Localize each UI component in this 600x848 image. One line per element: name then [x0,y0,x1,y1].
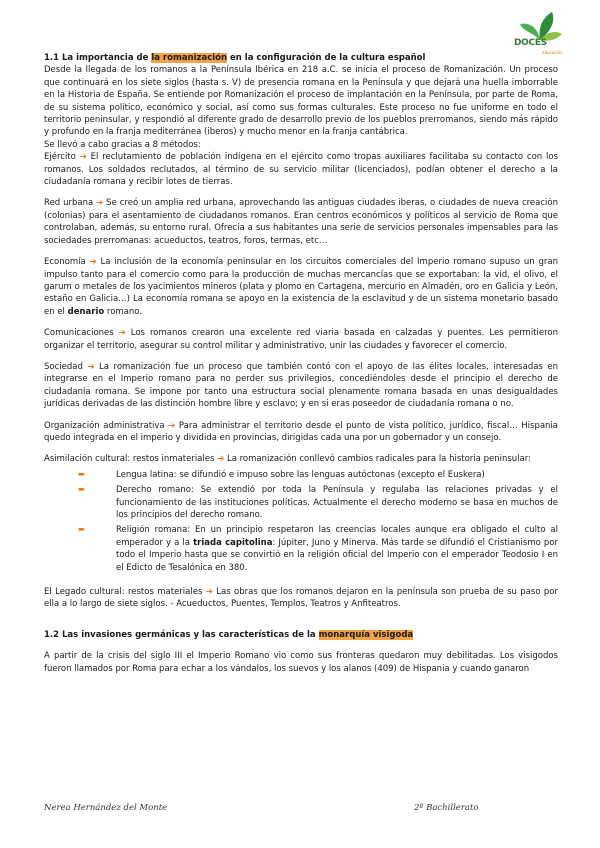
section-2-heading: 1.2 Las invasiones germánicas y las características de la monarquía visigoda [44,629,414,640]
footer-author: Nerea Hernández del Monte [44,803,168,813]
arrow-right-icon: ➔ [168,420,176,431]
arrow-bullet-icon: ➨ [78,525,86,536]
paragraph-asimilacion: Asimilación cultural: restos inmateriales ➔ La romanización conllevó cambios radicales para la historia peninsular: [44,454,531,465]
list-item-religion: ➨ Religión romana: En un principio respetaron las creencias locales aunque era obligado el culto al emperador y a la triada capitolina: Júpiter, Juno y Minerva. Más tarde se difundió el Cristianismo por todo el Imperio hasta que se convirtió en la religión oficial del Imperio con el emperador Teodosio I en el Edicto de Tesalónica en 380. [78,525,558,573]
paragraph-red-urbana: Red urbana ➔ Se creó un amplia red urbana, aprovechando las antiguas ciudades iberas, o ciudades de nueva creación (colonias) para el asentamiento de ciudadanos romanos. Eran centros económicos y políticos al servicio de Roma que controlaban, además, su entorno rural. Ofrecía a sus habitantes una serie de servicios personales impensables para las sociedades prerromanas: acueductos, teatros, foros, termas, etc… [44,198,558,246]
arrow-right-icon: ➔ [217,454,225,465]
arrow-bullet-icon: ➨ [78,469,86,480]
heading-highlight: la romanización [151,53,228,63]
cultural-list [44,469,558,574]
list-item-derecho: ➨ Derecho romano: Se extendió por toda la Península y regulaba las relaciones privadas y el funcionamiento de las instituciones políticas. Actualmente el derecho moderno se basa en muchos de los principios del derecho romano. [78,485,558,520]
paragraph-legado: El Legado cultural: restos materiales ➔ Las obras que los romanos dejaron en la península son prueba de su paso por ella a lo largo de siete siglos. - Acueductos, Puentes, Templos, Teatros y Anfiteatros. [44,587,558,610]
section-2-intro: A partir de la crisis del siglo III el Imperio Romano vio como sus fronteras quedaron muy debilitadas. Los visigodos fueron llamados por Roma para echar a los vándalos, los suevos y los alanos (409) de Hispania y cuando ganaron [44,651,558,674]
list-item-lengua: ➨ Lengua latina: se difundió e impuso sobre las lenguas autóctonas (excepto el Euskera) [78,469,485,480]
paragraph-comunicaciones: Comunicaciones ➔ Los romanos crearon una excelente red viaria basada en calzadas y puentes. Les permitieron organizar el territorio, asegurar su control militar y administrativo, unir las ciudades y favorecer el comercio. [44,328,559,351]
paragraph-ejercito: Ejército ➔ El reclutamiento de población indígena en el ejército como tropas auxiliares facilitaba su contacto con los romanos. Los soldados reclutados, al término de su servicio militar (licenciados), podían obtener el derecho a la ciudadanía romana y recibir lotes de tierras. [44,152,558,188]
arrow-right-icon: ➔ [89,257,97,268]
arrow-right-icon: ➔ [205,587,213,598]
arrow-right-icon: ➔ [79,152,87,163]
paragraph-sociedad: Sociedad ➔ La romanización fue un proceso que también contó con el apoyo de las élites locales, interesadas en integrarse en el Imperio romano para no perder sus privilegios, concediéndoles desde el principio el derecho de ciudadanía romana. Se impone por tanto una estructura social plenamente romana basada en unas desigualdades jurídicas derivadas de las distinción hombre libre y esclavo; y en si eras poseedor de ciudadanía romana o no. [44,361,558,410]
arrow-right-icon: ➔ [87,361,95,372]
arrow-right-icon: ➔ [118,328,126,339]
logo-subtitle: educación [542,50,563,55]
intro-paragraph: Desde la llegada de los romanos a la Península Ibérica en 218 a.C. se inicia el proceso de Romanización. Un proceso que continuará en los siete siglos (hasta s. V) de presencia romana en la Península y que dejará una huella imborrable en la Historia de España. Se entiende por Romanización el proceso de implantación en la Península, por parte de Roma, de su sistema político, económico y social, así como sus formas culturales. Este proceso no fue uniforme en todo el territorio peninsular, y respondió al diferente grado de desarrollo previo de los pueblos prerromanos, siendo más rápido y profundo en la franja mediterránea (iberos) y mucho menor en la franja cantábrica. [44,65,558,138]
heading-highlight: monarquía visigoda [318,629,414,640]
section-1-heading: 1.1 La importancia de la romanización en la configuración de la cultura español [44,53,426,63]
paragraph-economia: Economía ➔ La inclusión de la economía peninsular en los circuitos comerciales del Imperio romano supuso un gran impulso tanto para el comercio como para la producción de muchas mercancías que se exportaban: la vid, el olivo, el garum o metales de los yacimientos mineros (plata y plomo en Cartagena, mercurio en Almadén, oro en Galicia y León, estaño en Galicia…) La economía romana se apoyo en la existencia de la esclavitud y de un sistema monetario basado en el denario romano. [44,257,559,317]
paragraph-organizacion: Organización administrativa ➔ Para administrar el territorio desde el punto de vista político, jurídico, fiscal… Hispania quedo integrada en el imperio y dividida en provincias, dirigidas cada una por un gobernador y un consejo. [44,420,559,443]
methods-intro: Se llevó a cabo gracias a 8 métodos: [44,139,201,150]
arrow-bullet-icon: ➨ [78,485,86,496]
leaf-logo-icon [512,6,568,56]
document-body [44,52,558,675]
arrow-right-icon: ➔ [96,198,104,209]
logo-name: DOCES [514,38,547,48]
footer-course: 2º Bachillerato [414,803,479,813]
